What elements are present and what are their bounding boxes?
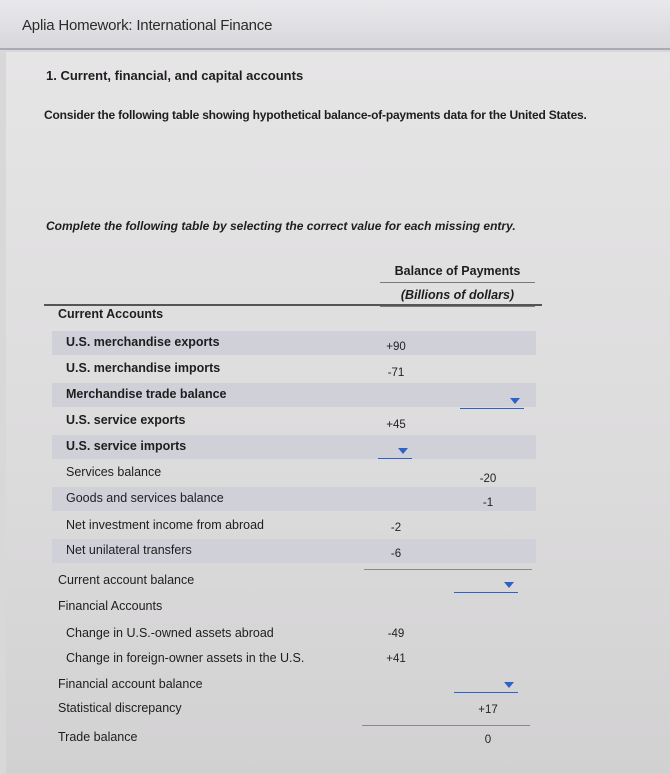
financial-account-balance-dropdown[interactable]: [454, 679, 518, 693]
value-statistical-discrepancy: +17: [478, 704, 498, 716]
row-label-trade-balance: Trade balance: [58, 730, 138, 744]
section-current-accounts: Current Accounts: [58, 307, 164, 321]
merch-trade-balance-dropdown[interactable]: [460, 395, 524, 409]
row-label-goods-services-balance: Goods and services balance: [66, 491, 224, 505]
value-net-unilateral-transfers: -6: [390, 548, 402, 560]
row-label-net-unilateral-transfers: Net unilateral transfers: [66, 543, 192, 557]
value-trade-balance: 0: [484, 734, 492, 746]
row-label-statistical-discrepancy: Statistical discrepancy: [58, 701, 182, 715]
row-label-merch-imports: U.S. merchandise imports: [66, 361, 221, 375]
section-financial-accounts: Financial Accounts: [58, 599, 163, 613]
total-rule: [362, 725, 530, 726]
value-merch-exports: +90: [386, 341, 406, 353]
value-foreign-owned-assets: +41: [386, 653, 406, 665]
row-label-financial-account-balance: Financial account balance: [58, 677, 203, 691]
chevron-down-icon: [504, 682, 514, 688]
chevron-down-icon: [398, 448, 408, 454]
column-header-title: Balance of Payments: [394, 264, 521, 278]
row-label-services-balance: Services balance: [66, 465, 162, 479]
service-imports-dropdown[interactable]: [378, 445, 412, 459]
value-services-balance: -20: [479, 473, 497, 485]
row-label-service-exports: U.S. service exports: [66, 413, 186, 427]
value-merch-imports: -71: [387, 367, 405, 379]
window-titlebar: [0, 0, 670, 50]
chevron-down-icon: [510, 398, 520, 404]
value-us-owned-assets: -49: [387, 628, 405, 640]
value-service-exports: +45: [386, 419, 406, 431]
question-instruction: Complete the following table by selecting the correct value for each missing entry.: [46, 219, 516, 233]
table-top-rule: [44, 304, 542, 306]
value-net-investment-income: -2: [390, 522, 402, 534]
row-label-merch-trade-balance: Merchandise trade balance: [66, 387, 227, 401]
column-header-rule: [380, 282, 535, 283]
question-heading: 1. Current, financial, and capital accounts: [46, 68, 304, 83]
row-label-service-imports: U.S. service imports: [66, 439, 187, 453]
chevron-down-icon: [504, 582, 514, 588]
question-intro: Consider the following table showing hypothetical balance-of-payments data for the United States.: [44, 108, 587, 122]
column-header-units: (Billions of dollars): [400, 288, 515, 302]
value-goods-services-balance: -1: [482, 497, 494, 509]
row-label-merch-exports: U.S. merchandise exports: [66, 335, 220, 349]
column-header-rule-bottom: [380, 306, 535, 307]
row-label-foreign-owned-assets: Change in foreign-owner assets in the U.S.: [66, 651, 305, 665]
row-label-net-investment-income: Net investment income from abroad: [66, 518, 265, 532]
current-account-balance-dropdown[interactable]: [454, 579, 518, 593]
subtotal-rule: [364, 569, 532, 570]
row-label-current-account-balance: Current account balance: [58, 573, 195, 587]
row-label-us-owned-assets: Change in U.S.-owned assets abroad: [66, 626, 274, 640]
window-title: Aplia Homework: International Finance: [22, 17, 273, 34]
